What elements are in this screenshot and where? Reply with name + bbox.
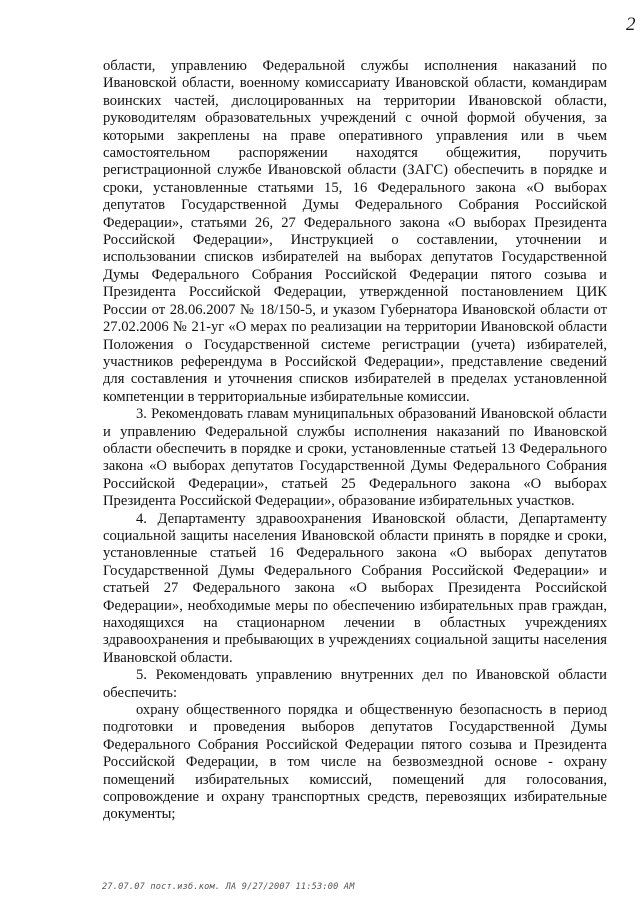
paragraph-item-5-subitem: охрану общественного порядка и общественную безопасность в период подготовки и проведения выборов депутатов Государственной Думы Федерального Собрания Российской Федерации пятого созыва и Президента Российской Федерации, в том числе на безвозмездной основе - охрану помещений избирательных комиссий, помещений для голосования, сопровождение и охрану транспортных средств, перевозящих избирательные документы; bbox=[103, 702, 607, 823]
paragraph-item-4: 4. Департаменту здравоохранения Ивановской области, Департаменту социальной защиты населения Ивановской области принять в порядке и сроки, установленные статьей 16 Федерального закона «О выборах депутатов Государственной Думы Федерального Собрания Российской Федерации» и статьей 27 Федерального закона «О выборах Президента Российской Федерации», необходимые меры по обеспечению избирательных прав граждан, находящихся на стационарном лечении в областных учреждениях здравоохранения и пребывающих в учреждениях социальной защиты населения Ивановской области. bbox=[103, 510, 607, 666]
document-footer: 27.07.07 пост.изб.ком. ЛА 9/27/2007 11:53:00 AM bbox=[102, 882, 355, 892]
paragraph-item-3: 3. Рекомендовать главам муниципальных образований Ивановской области и управлению Федеральной службы исполнения наказаний по Ивановской области обеспечить в порядке и сроки, установленные статьей 13 Федерального закона «О выборах депутатов Государственной Думы Федерального Собрания Российской Федерации», статьей 25 Федерального закона «О выборах Президента Российской Федерации», образование избирательных участков. bbox=[103, 406, 607, 510]
paragraph-continuation: области, управлению Федеральной службы исполнения наказаний по Ивановской области, военному комиссариату Ивановской области, командирам воинских частей, дислоцированных на территории Ивановской области, руководителям образовательных учреждений с очной формой обучения, за которыми закреплены на праве оперативного управления или в чьем самостоятельном распоряжении находятся общежития, поручить регистрационной службе Ивановской области (ЗАГС) обеспечить в порядке и сроки, установленные статьями 15, 16 Федерального закона «О выборах депутатов Государственной Думы Федерального Собрания Российской Федерации», статьями 26, 27 Федерального закона «О выборах Президента Российской Федерации», Инструкцией о составлении, уточнении и использовании списков избирателей на выборах депутатов Государственной Думы Федерального Собрания Российской Федерации пятого созыва и Президента Российской Федерации, утвержденной постановлением ЦИК России от 28.06.2007 № 18/150-5, и указом Губернатора Ивановской области от 27.02.2006 № 21-уг «О мерах по реализации на территории Ивановской области Положения о Государственной системе регистрации (учета) избирателей, участников референдума в Российской Федерации», представление сведений для составления и уточнения списков избирателей в пределах установленной компетенции в территориальные избирательные комиссии. bbox=[103, 58, 607, 405]
document-body bbox=[103, 58, 607, 824]
paragraph-item-5: 5. Рекомендовать управлению внутренних дел по Ивановской области обеспечить: bbox=[103, 667, 607, 701]
page-number: 2 bbox=[626, 14, 636, 35]
